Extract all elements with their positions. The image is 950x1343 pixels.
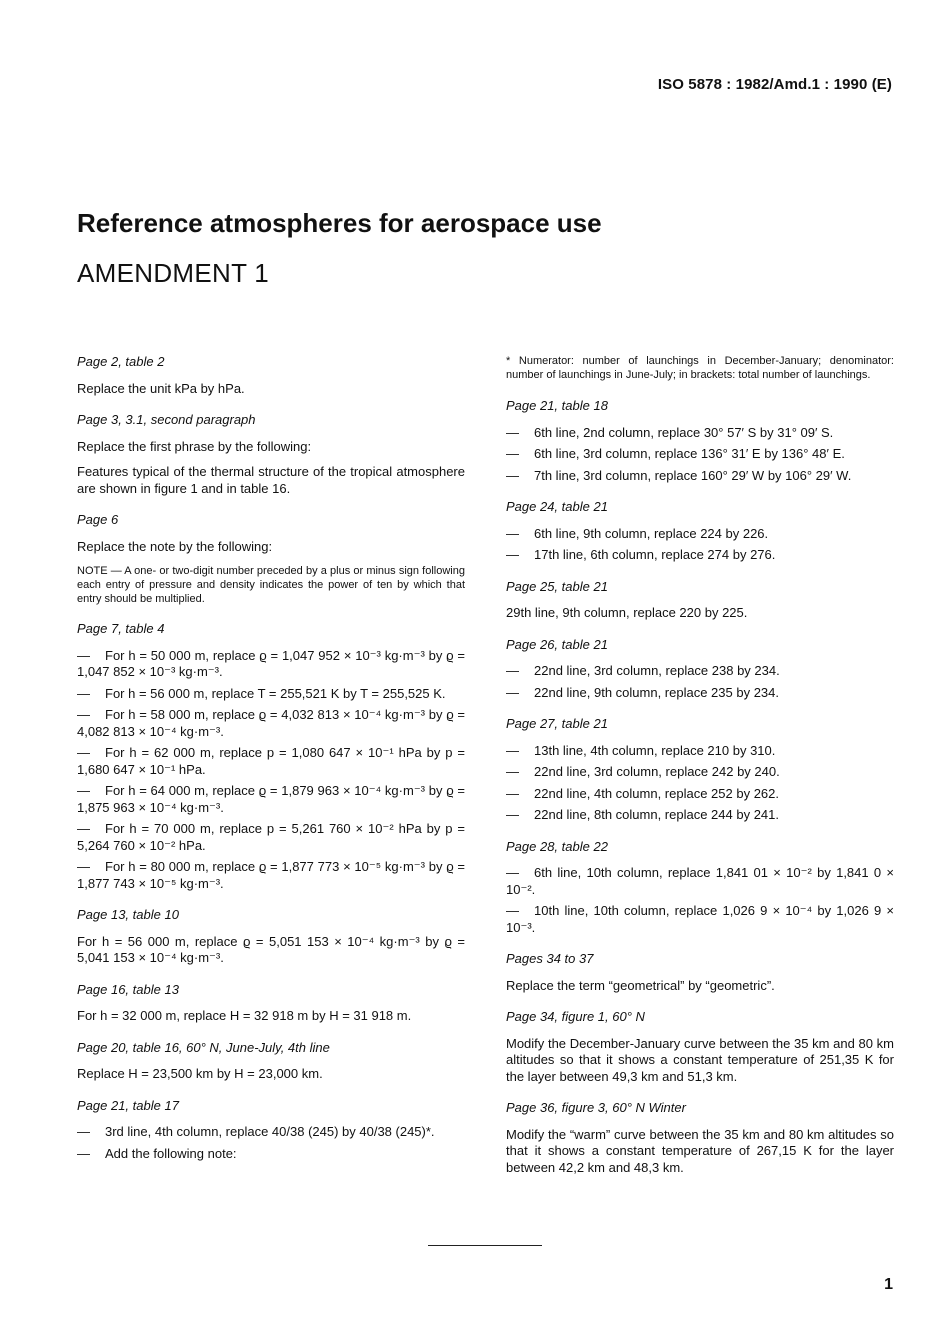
section-heading: Page 3, 3.1, second paragraph (77, 412, 256, 427)
list-item: — 22nd line, 3rd column, replace 242 by 240. (506, 764, 780, 779)
amendment-section (506, 1100, 894, 1176)
amendment-section (77, 1040, 465, 1083)
amendment-section (506, 839, 894, 937)
section-heading: Page 20, table 16, 60° N, June-July, 4th line (77, 1039, 330, 1055)
list-item: — 22nd line, 9th column, replace 235 by 234. (506, 684, 780, 700)
section-paragraph: Modify the “warm” curve between the 35 km and 80 km altitudes so that it shows a constant temperature of 267,15 K for the layer between 42,2 km and 48,3 km. (506, 1126, 894, 1175)
list-item: — 10th line, 10th column, replace 1,026 9 × 10⁻⁴ by 1,026 9 × 10⁻³. (506, 903, 894, 935)
list-item: — 22nd line, 4th column, replace 252 by 262. (506, 785, 780, 801)
section-heading: Page 21, table 18 (506, 398, 608, 413)
section-paragraph: Modify the December-January curve between the 35 km and 80 km altitudes so that it shows a constant temperature of 251,35 K for the layer between 49,3 km and 51,3 km. (506, 1035, 894, 1084)
section-paragraph: For h = 32 000 m, replace H = 32 918 m by H = 31 918 m. (77, 1008, 412, 1023)
left-column (77, 354, 465, 1177)
amendment-list (77, 1124, 465, 1162)
amendment-list (506, 865, 894, 936)
list-item: — For h = 50 000 m, replace ϱ = 1,047 952 × 10⁻³ kg·m⁻³ by ϱ = 1,047 852 × 10⁻³ kg·m⁻³. (77, 647, 465, 679)
page-number: 1 (884, 1276, 893, 1293)
section-heading: Page 28, table 22 (506, 838, 608, 854)
list-item: — Add the following note: (77, 1145, 237, 1161)
section-paragraph: Replace the first phrase by the following: (77, 438, 312, 454)
section-heading: Page 36, figure 3, 60° N Winter (506, 1100, 686, 1115)
note-text: NOTE — A one- or two-digit number preceded by a plus or minus sign following each entry of pressure and density indicates the power of ten by which that entry should be multiplied. (77, 565, 465, 605)
list-item: — For h = 64 000 m, replace ϱ = 1,879 963 × 10⁻⁴ kg·m⁻³ by ϱ = 1,875 963 × 10⁻⁴ kg·m⁻³. (77, 783, 465, 815)
list-item: — For h = 58 000 m, replace ϱ = 4,032 813 × 10⁻⁴ kg·m⁻³ by ϱ = 4,082 813 × 10⁻⁴ kg·m⁻³. (77, 707, 465, 739)
amendment-section (77, 512, 465, 606)
list-item: — 17th line, 6th column, replace 274 by 276. (506, 547, 776, 562)
section-heading: Page 34, figure 1, 60° N (506, 1009, 645, 1024)
section-heading: Page 27, table 21 (506, 716, 608, 731)
end-rule (428, 1245, 542, 1246)
amendment-section (506, 398, 894, 484)
amendment-section (506, 1009, 894, 1085)
section-heading: Page 16, table 13 (77, 981, 179, 997)
list-item: — For h = 80 000 m, replace ϱ = 1,877 773 × 10⁻⁵ kg·m⁻³ by ϱ = 1,877 743 × 10⁻⁵ kg·m⁻³. (77, 859, 465, 891)
section-paragraph: Features typical of the thermal structure of the tropical atmosphere are shown in figure 1 and in table 16. (77, 464, 465, 496)
amendment-section (506, 951, 894, 994)
amendment-list (506, 743, 894, 824)
list-item: — 22nd line, 3rd column, replace 238 by 234. (506, 663, 780, 678)
list-item: — For h = 70 000 m, replace p = 5,261 760 × 10⁻² hPa by p = 5,264 760 × 10⁻² hPa. (77, 821, 465, 853)
document-title: Reference atmospheres for aerospace use (77, 208, 602, 238)
list-item: — 3rd line, 4th column, replace 40/38 (245) by 40/38 (245)*. (77, 1124, 435, 1139)
section-paragraph: Replace the note by the following: (77, 538, 273, 554)
section-heading: Page 7, table 4 (77, 621, 165, 636)
amendment-section (77, 354, 465, 397)
list-item: — 7th line, 3rd column, replace 160° 29′ W by 106° 29′ W. (506, 467, 852, 483)
section-paragraph: Replace the unit kPa by hPa. (77, 380, 245, 396)
amendment-section (506, 579, 894, 622)
amendment-section (77, 621, 465, 892)
section-paragraph: For h = 56 000 m, replace ϱ = 5,051 153 × 10⁻⁴ kg·m⁻³ by ϱ = 5,041 153 × 10⁻⁴ kg·m⁻³. (77, 933, 465, 965)
list-item: — 6th line, 9th column, replace 224 by 226. (506, 525, 769, 541)
section-paragraph: Replace the term “geometrical” by “geometric”. (506, 977, 775, 993)
section-heading: Page 21, table 17 (77, 1097, 179, 1113)
list-item: — For h = 62 000 m, replace p = 1,080 647 × 10⁻¹ hPa by p = 1,680 647 × 10⁻¹ hPa. (77, 745, 465, 777)
amendment-section (77, 412, 465, 497)
amendment-list (506, 425, 894, 485)
list-item: — 6th line, 2nd column, replace 30° 57′ S by 31° 09′ S. (506, 424, 834, 440)
section-heading: Page 24, table 21 (506, 499, 608, 514)
amendment-section (77, 982, 465, 1025)
amendment-section (506, 716, 894, 824)
section-paragraph: Replace H = 23,500 km by H = 23,000 km. (77, 1066, 323, 1081)
section-paragraph: 29th line, 9th column, replace 220 by 225. (506, 605, 748, 620)
amendment-subtitle: AMENDMENT 1 (77, 258, 270, 288)
right-column (506, 354, 894, 1191)
amendment-section (77, 907, 465, 967)
amendment-section (506, 499, 894, 564)
amendment-section (506, 637, 894, 702)
amendment-section (77, 1098, 465, 1163)
section-heading: Page 25, table 21 (506, 578, 608, 594)
section-heading: Page 26, table 21 (506, 636, 608, 652)
amendment-list (506, 663, 894, 701)
standard-reference: ISO 5878 : 1982/Amd.1 : 1990 (E) (657, 76, 892, 93)
amendment-list (77, 648, 465, 893)
list-item: — For h = 56 000 m, replace T = 255,521 K by T = 255,525 K. (77, 685, 446, 701)
section-heading: Page 2, table 2 (77, 354, 165, 369)
amendment-list (506, 526, 894, 564)
list-item: — 6th line, 3rd column, replace 136° 31′ E by 136° 48′ E. (506, 446, 845, 461)
footnote: * Numerator: number of launchings in December-January; denominator: number of launchings in June-July; in brackets: total number of launchings. (506, 355, 894, 381)
list-item: — 22nd line, 8th column, replace 244 by 241. (506, 807, 780, 822)
list-item: — 6th line, 10th column, replace 1,841 01 × 10⁻² by 1,841 0 × 10⁻². (506, 865, 894, 897)
list-item: — 13th line, 4th column, replace 210 by 310. (506, 742, 776, 758)
section-heading: Pages 34 to 37 (506, 951, 594, 966)
section-heading: Page 6 (77, 512, 119, 527)
section-heading: Page 13, table 10 (77, 907, 179, 922)
